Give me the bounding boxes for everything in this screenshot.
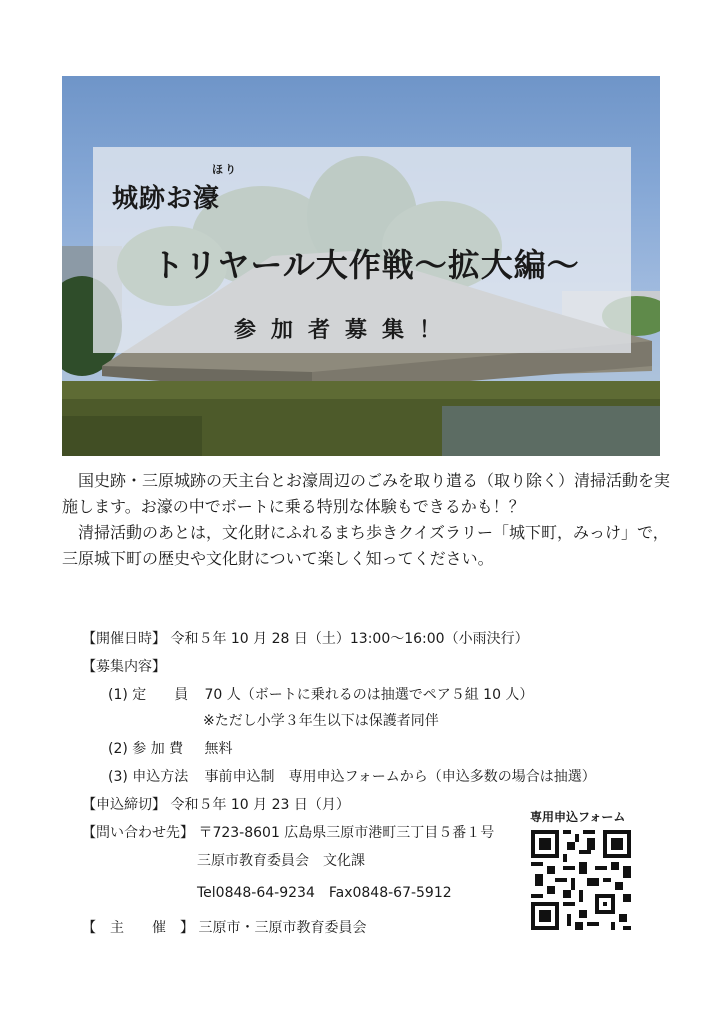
contact-address: 〒723-8601 広島県三原市港町三丁目５番１号 [198,825,495,841]
date-row [82,628,529,648]
fee-row [108,738,232,758]
contact-row [82,822,494,842]
title-line-2: トリヤール大作戦～拡大編～ [152,246,580,284]
contact-office: 三原市教育委員会 文化課 [197,853,365,869]
organizer-value: 三原市・三原市教育委員会 [198,920,367,936]
capacity-value: 70 人（ボートに乗れるのは抽選でペア５組 10 人） [204,687,534,703]
fee-value: 無料 [204,741,233,757]
apply-label: (3) 申込方法 [108,769,189,785]
contact-label: 【問い合わせ先】 [82,825,194,841]
organizer-label: 【 主 催 】 [82,920,194,936]
content-row [82,656,166,676]
intro-paragraph-1: 国史跡・三原城跡の天主台とお濠周辺のごみを取り遣る（取り除く）清掃活動を実施します。お濠の中でボートに乗る特別な体験もできるかも！？ [62,471,671,516]
contact-phone: Tel0848-64-9234 Fax0848-67-5912 [197,885,452,901]
deadline-label: 【申込締切】 [82,797,166,813]
title-line-1: 城跡お濠 [112,184,221,214]
capacity-label: (1) 定 員 [108,687,189,703]
qr-label: 専用申込フォーム [530,810,626,824]
date-value: 令和５年 10 月 28 日（土）13:00～16:00（小雨決行） [170,631,529,647]
intro-paragraph-2: 清掃活動のあとは，文化財にふれるまち歩きクイズラリー「城下町，みっけ」で，三原城下町の歴史や文化財について楽しく知ってください。 [62,523,669,568]
capacity-row [108,684,533,704]
title-ruby: ほり [212,163,238,176]
apply-value: 事前申込制 専用申込フォームから（申込多数の場合は抽選） [204,769,596,785]
fee-label: (2) 参 加 費 [108,741,184,757]
capacity-note: ※ただし小学３年生以下は保護者同伴 [203,713,439,729]
date-label: 【開催日時】 [82,631,166,647]
intro-text [62,468,682,572]
organizer-row [82,917,366,937]
title-line-3: 参加者募集！ [234,318,457,343]
apply-row [108,766,596,786]
qr-code[interactable] [531,830,631,930]
content-label: 【募集内容】 [82,659,166,675]
deadline-row [82,794,350,814]
deadline-value: 令和５年 10 月 23 日（月） [170,797,350,813]
